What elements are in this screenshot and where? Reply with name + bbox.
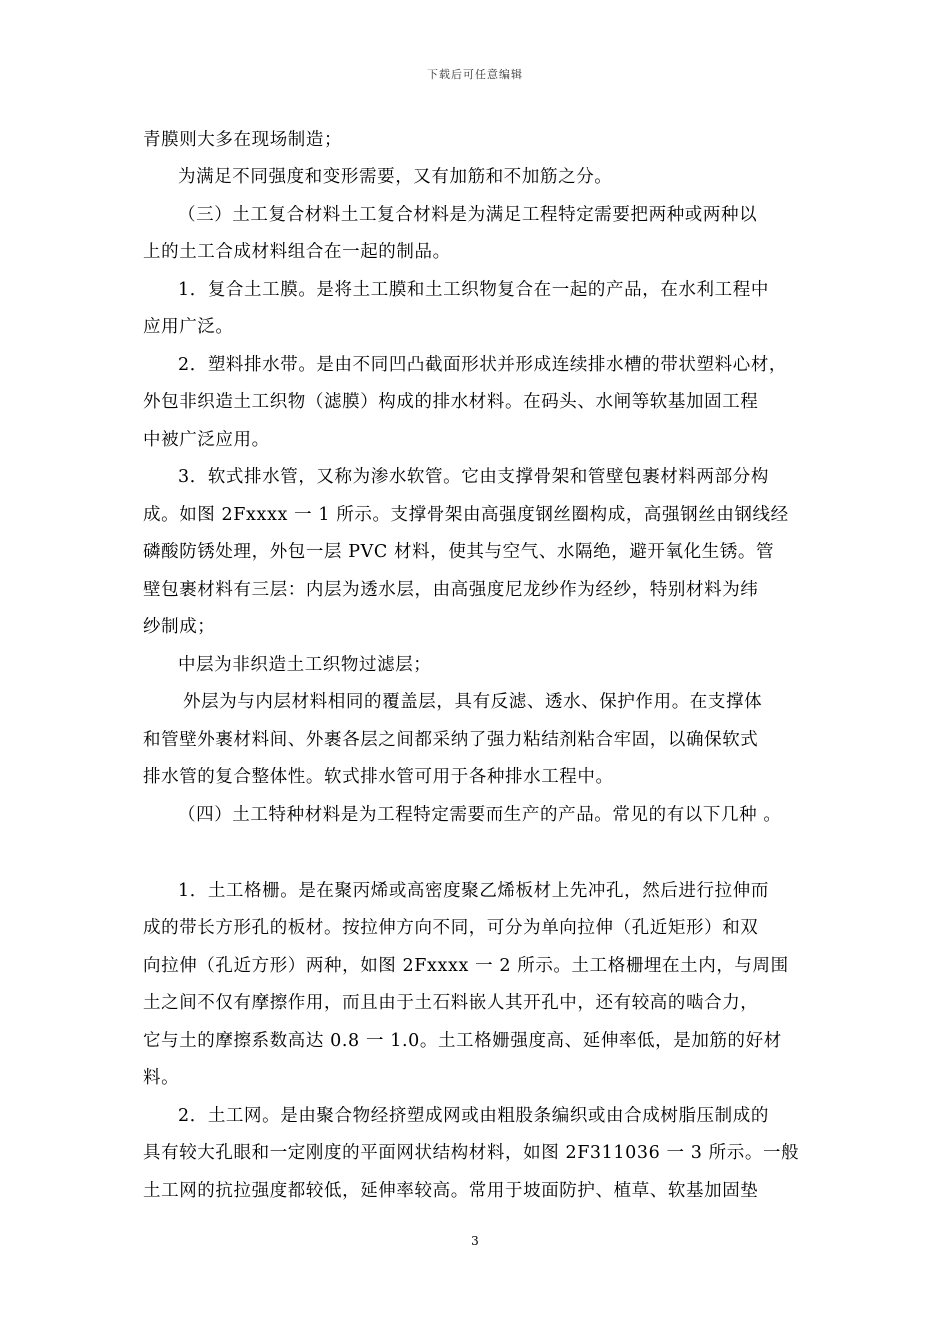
body-line: 料。 — [143, 1068, 180, 1088]
body-line: （四）土工特种材料是为工程特定需要而生产的产品。常见的有以下几种 。 — [178, 805, 782, 825]
body-line: 壁包裹材料有三层：内层为透水层，由高强度尼龙纱作为经纱，特别材料为纬 — [143, 580, 759, 600]
body-line: 成的带长方形孔的板材。按拉伸方向不同，可分为单向拉伸（孔近矩形）和双 — [143, 918, 759, 938]
body-line: 磷酸防锈处理，外包一层 PVC 材料，使其与空气、水隔绝，避开氧化生锈。管 — [143, 542, 775, 562]
body-line: 具有较大孔眼和一定刚度的平面网状结构材料，如图 2F311036 一 3 所示。一般 — [143, 1143, 800, 1163]
body-line: 2．塑料排水带。是由不同凹凸截面形状并形成连续排水槽的带状塑料心材， — [178, 355, 788, 375]
body-line: 成。如图 2Fxxxx 一 1 所示。支撑骨架由高强度钢丝圈构成，高强钢丝由钢线经 — [143, 505, 789, 525]
page-number: 3 — [471, 1234, 479, 1248]
body-line: 纱制成； — [143, 617, 216, 637]
body-line: 3．软式排水管，又称为渗水软管。它由支撑骨架和管壁包裹材料两部分构 — [178, 467, 769, 487]
body-line: 上的土工合成材料组合在一起的制品。 — [143, 242, 451, 262]
body-line: 土工网的抗拉强度都较低，延伸率较高。常用于坡面防护、植草、软基加固垫 — [143, 1181, 759, 1201]
body-line: 中层为非织造土工织物过滤层； — [178, 655, 432, 675]
body-line: 土之间不仅有摩擦作用，而且由于土石料嵌人其开孔中，还有较高的啮合力， — [143, 993, 759, 1013]
body-line: 中被广泛应用。 — [143, 430, 270, 450]
body-line: 排水管的复合整体性。软式排水管可用于各种排水工程中。 — [143, 767, 614, 787]
body-line: 外包非织造土工织物（滤膜）构成的排水材料。在码头、水闸等软基加固工程 — [143, 392, 759, 412]
body-line: （三）土工复合材料土工复合材料是为满足工程特定需要把两种或两种以 — [178, 205, 758, 225]
body-line: 向拉伸（孔近方形）两种，如图 2Fxxxx 一 2 所示。土工格栅埋在土内，与周围 — [143, 956, 789, 976]
page-header: 下载后可任意编辑 — [427, 68, 523, 81]
body-line: 为满足不同强度和变形需要，又有加筋和不加筋之分。 — [178, 167, 613, 187]
body-line: 外层为与内层材料相同的覆盖层，具有反滤、透水、保护作用。在支撑体 — [183, 692, 763, 712]
body-line: 它与土的摩擦系数高达 0.8 一 1.0。土工格姗强度高、延伸率低，是加筋的好材 — [143, 1031, 782, 1051]
body-line: 1．土工格栅。是在聚丙烯或高密度聚乙烯板材上先冲孔，然后进行拉伸而 — [178, 881, 769, 901]
body-line: 1．复合土工膜。是将土工膜和土工织物复合在一起的产品，在水利工程中 — [178, 280, 769, 300]
body-line: 2．土工网。是由聚合物经挤塑成网或由粗股条编织或由合成树脂压制成的 — [178, 1106, 769, 1126]
body-line: 青膜则大多在现场制造； — [143, 130, 343, 150]
body-line: 应用广泛。 — [143, 317, 234, 337]
body-line: 和管壁外裹材料间、外裹各层之间都采纳了强力粘结剂粘合牢固，以确保软式 — [143, 730, 759, 750]
